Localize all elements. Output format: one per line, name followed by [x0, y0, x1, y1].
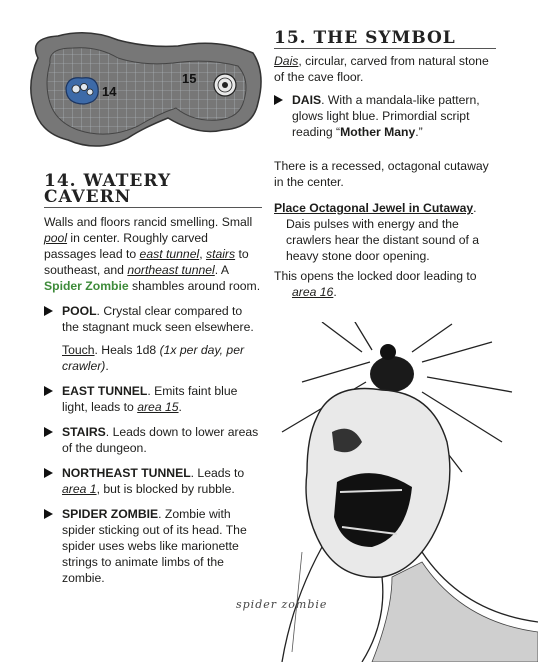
dais-text-end: .”	[415, 125, 423, 139]
list-item	[44, 303, 262, 374]
monster-name: Spider Zombie	[44, 279, 129, 293]
area-15-label: 15	[182, 71, 197, 86]
area-14-label: 14	[102, 84, 117, 99]
bullet-triangle-icon	[44, 509, 53, 519]
door-text: This opens the locked door leading to	[274, 269, 477, 283]
section-14-intro	[44, 214, 262, 294]
item-title: NORTHEAST TUNNEL	[62, 466, 191, 480]
item-text: . Emits faint blue light, leads to	[62, 384, 238, 414]
item-title: POOL	[62, 304, 97, 318]
intro-rest: , circular, carved from natural stone of the cave floor.	[274, 54, 489, 84]
bullet-triangle-icon	[274, 95, 283, 105]
item-text: . Leads to	[190, 466, 245, 480]
action-title: Place Octagonal Jewel in Cutaway	[274, 201, 474, 215]
item-text: . Crystal clear compared to the stagnant muck seen elsewhere.	[62, 304, 254, 334]
art-signature: spider zombie	[236, 598, 328, 611]
item-text-end: , but is blocked by rubble.	[96, 482, 235, 496]
bullet-triangle-icon	[44, 306, 53, 316]
door-paragraph	[274, 268, 496, 300]
list-item	[274, 92, 496, 140]
dais-title: DAIS	[292, 93, 322, 107]
dais-text: . With a mandala-like pattern, glows light blue. Primordial script reading “	[292, 93, 480, 139]
section-15-intro	[274, 53, 496, 85]
area-1-link[interactable]: area 1	[62, 482, 97, 496]
action-period: .	[473, 201, 477, 215]
east-tunnel-link: east tunnel	[139, 247, 200, 261]
section-15-heading: 15. THE SYMBOL	[274, 30, 496, 49]
spider-head	[380, 344, 396, 360]
section-15	[274, 30, 496, 300]
dais-term: Dais	[274, 54, 299, 68]
section-15-bullets	[274, 92, 496, 140]
mother-many-quote: Mother Many	[340, 125, 416, 139]
item-text: . Zombie with spider sticking out of its head. The spider uses webs like marionette strings to animate limbs of the zombie.	[62, 507, 247, 585]
action-result: Dais pulses with energy and the crawlers hear the distant sound of a heavy stone door opening.	[286, 217, 480, 263]
bullet-triangle-icon	[44, 386, 53, 396]
list-item	[44, 383, 262, 415]
touch-end: .	[105, 359, 109, 373]
pool-link: pool	[44, 231, 68, 245]
zombie-shoulder	[372, 562, 538, 662]
area-16-link[interactable]: area 16	[292, 285, 334, 299]
spider-zombie-illustration	[262, 322, 538, 662]
touch-italic: (1x per day, per crawler)	[62, 343, 245, 373]
item-text: . Leads down to lower areas of the dungeon.	[62, 425, 259, 455]
door-end: .	[333, 285, 337, 299]
list-item	[44, 465, 262, 497]
item-title: EAST TUNNEL	[62, 384, 148, 398]
section-14	[44, 173, 262, 586]
touch-title: Touch	[62, 343, 95, 357]
touch-subitem	[62, 342, 262, 374]
intro-text: shambles around room.	[128, 279, 261, 293]
bullet-triangle-icon	[44, 468, 53, 478]
area-15-link[interactable]: area 15	[137, 400, 179, 414]
item-title: SPIDER ZOMBIE	[62, 507, 159, 521]
list-item	[44, 424, 262, 456]
cave-map	[18, 18, 268, 158]
dais-symbol	[214, 74, 236, 96]
intro-text: Walls and floors rancid smelling. Small	[44, 215, 253, 229]
intro-text: in center. Roughly carved passages lead to	[44, 231, 208, 261]
touch-text: . Heals 1d8	[94, 343, 160, 357]
item-text-end: .	[178, 400, 182, 414]
pool-water	[66, 78, 98, 104]
northeast-tunnel-link: northeast tunnel	[127, 263, 215, 277]
intro-text: to southeast, and	[44, 247, 249, 277]
list-item	[44, 506, 262, 586]
bullet-triangle-icon	[44, 427, 53, 437]
section-14-bullets	[44, 303, 262, 586]
section-14-heading: 14. WATERY CAVERN	[44, 173, 262, 208]
cutaway-paragraph: There is a recessed, octagonal cutaway in the center.	[274, 159, 489, 189]
action-paragraph	[274, 200, 496, 216]
intro-text: ,	[199, 247, 206, 261]
spider-body	[370, 356, 414, 392]
stairs-link: stairs	[205, 247, 236, 261]
intro-text: . A	[214, 263, 229, 277]
item-title: STAIRS	[62, 425, 106, 439]
